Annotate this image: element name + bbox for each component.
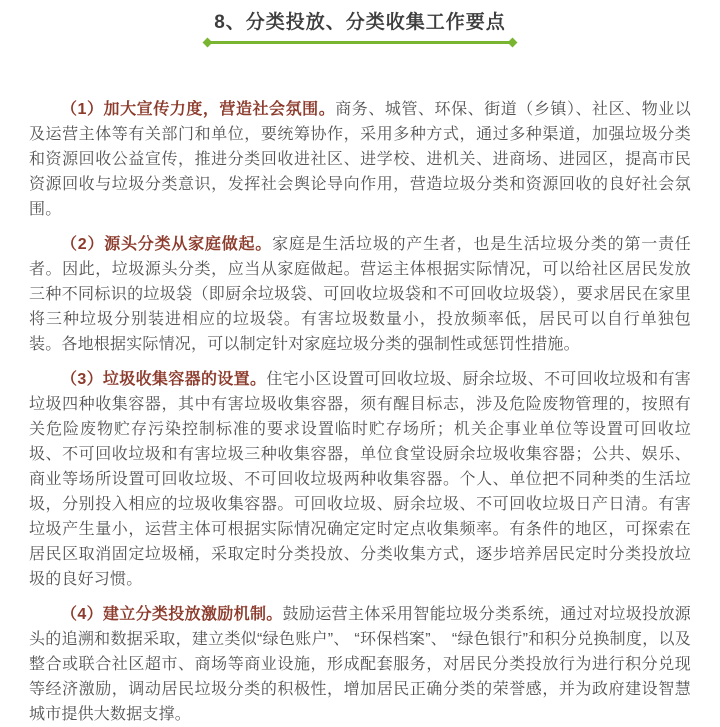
title-section xyxy=(29,0,691,47)
article-body xyxy=(29,97,691,727)
paragraph-4-body: 鼓励运营主体采用智能垃圾分类系统，通过对垃圾投放源头的追溯和数据采取，建立类似“绿色账户”、 “环保档案”、 “绿色银行”和积分兑换制度，以及整合或联合社区超市、商场等商业设施，形成配套服务，对居民分类投放行为进行积分兑现等经济激励，调动居民垃圾分类的积极性，增加居民正确分类的荣誉感，并为政府建设智慧城市提供大数据支撑。 xyxy=(29,606,691,723)
paragraph-1-body: 商务、城管、环保、街道（乡镇）、社区、物业以及运营主体等有关部门和单位，要统筹协作，采用多种方式，通过多种渠道，加强垃圾分类和资源回收公益宣传，推进分类回收进社区、进学校、进机关、进商场、进园区，提高市民资源回收与垃圾分类意识，发挥社会舆论导向作用，营造垃圾分类和资源回收的良好社会氛围。 xyxy=(29,101,691,218)
divider-line xyxy=(208,41,512,44)
paragraph-1 xyxy=(29,97,691,222)
paragraph-3 xyxy=(29,367,691,592)
paragraph-4-lead: （4）建立分类投放激励机制。 xyxy=(61,606,283,623)
paragraph-2 xyxy=(29,232,691,357)
paragraph-3-body: 住宅小区设置可回收垃圾、厨余垃圾、不可回收垃圾和有害垃圾四种收集容器，其中有害垃圾收集容器，须有醒目标志，涉及危险废物管理的，按照有关危险废物贮存污染控制标准的要求设置临时贮存场所；机关企事业单位等设置可回收垃圾、不可回收垃圾和有害垃圾三种收集容器，单位食堂设厨余垃圾收集容器；公共、娱乐、商业等场所设置可回收垃圾、不可回收垃圾两种收集容器。个人、单位把不同种类的生活垃圾，分别投入相应的垃圾收集容器。可回收垃圾、厨余垃圾、不可回收垃圾日产日清。有害垃圾产生量小，运营主体可根据实际情况确定定时定点收集频率。有条件的地区，可探索在居民区取消固定垃圾桶，采取定时分类投放、分类收集方式，逐步培养居民定时分类投放垃圾的良好习惯。 xyxy=(29,371,691,588)
page-title: 8、分类投放、分类收集工作要点 xyxy=(214,12,506,33)
paragraph-4 xyxy=(29,602,691,727)
paragraph-1-lead: （1）加大宣传力度，营造社会氛围。 xyxy=(61,101,336,118)
divider-diamond-right-icon xyxy=(508,38,518,48)
paragraph-2-lead: （2）源头分类从家庭做起。 xyxy=(61,236,273,253)
paragraph-2-body: 家庭是生活垃圾的产生者，也是生活垃圾分类的第一责任者。因此，垃圾源头分类，应当从家庭做起。营运主体根据实际情况，可以给社区居民发放三种不同标识的垃圾袋（即厨余垃圾袋、可回收垃圾袋和不可回收垃圾袋），要求居民在家里将三种垃圾分别装进相应的垃圾袋。有害垃圾数量小，投放频率低，居民可以自行单独包装。各地根据实际情况，可以制定针对家庭垃圾分类的强制性或惩罚性措施。 xyxy=(29,236,691,353)
title-divider xyxy=(204,38,516,47)
paragraph-3-lead: （3）垃圾收集容器的设置。 xyxy=(61,371,267,388)
